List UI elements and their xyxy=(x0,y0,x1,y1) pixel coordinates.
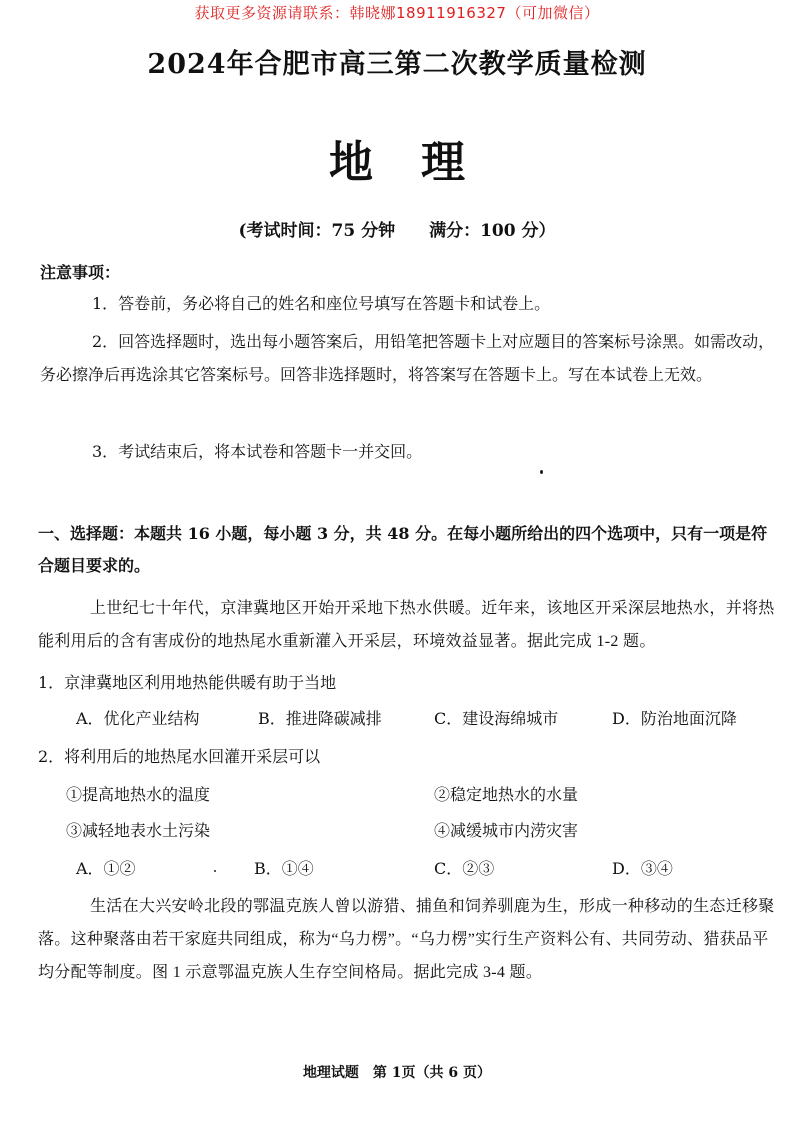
statement-3: ③减轻地表水土污染 xyxy=(66,821,211,840)
option-b: B．推进降碳减排 xyxy=(258,709,382,728)
option-c: C．②③ xyxy=(434,859,495,878)
statement-4: ④减缓城市内涝灾害 xyxy=(434,821,579,840)
notice-item: 3．考试结束后，将本试卷和答题卡一并交回。 xyxy=(92,442,423,461)
scan-speck xyxy=(540,470,543,474)
scan-speck xyxy=(214,870,216,872)
notice-item: 1．答卷前，务必将自己的姓名和座位号填写在答题卡和试卷上。 xyxy=(92,294,551,313)
option-d: D．防治地面沉降 xyxy=(612,709,737,728)
page-footer: 地理试题 第 1页（共 6 页） xyxy=(302,1065,492,1081)
notice-item: 2．回答选择题时，选出每小题答案后，用铅笔把答题卡上对应题目的答案标号涂黑。如需改动，务必擦净后再选涂其它答案标号。回答非选择题时，将答案写在答题卡上。写在本试卷上无效。 xyxy=(40,332,775,384)
option-d: D．③④ xyxy=(612,859,673,878)
reading-passage: 生活在大兴安岭北段的鄂温克族人曾以游猎、捕鱼和饲养驯鹿为生，形成一种移动的生态迁移聚落。这种聚落由若干家庭共同组成，称为“乌力楞”。“乌力楞”实行生产资料公有、共同劳动、猎获品平均分配等制度。图 1 示意鄂温克族人生存空间格局。据此完成 3-4 题。 xyxy=(38,898,775,981)
question-stem: 2．将利用后的地热尾水回灌开采层可以 xyxy=(38,747,321,766)
exam-time-and-score: (考试时间：75 分钟 满分：100 分） xyxy=(238,221,556,241)
option-a: A．①② xyxy=(76,859,136,878)
statement-1: ①提高地热水的温度 xyxy=(66,785,211,804)
exam-title: 2024年合肥市高三第二次教学质量检测 xyxy=(147,49,647,80)
subject-title: 地理 xyxy=(329,137,513,188)
notice-heading: 注意事项： xyxy=(40,263,121,282)
option-b: B．①④ xyxy=(254,859,314,878)
section-heading: 一、选择题：本题共 16 小题，每小题 3 分，共 48 分。在每小题所给出的四个选项中，只有一项是符合题目要求的。 xyxy=(38,524,768,575)
option-c: C．建设海绵城市 xyxy=(434,709,559,728)
option-a: A．优化产业结构 xyxy=(76,709,200,728)
contact-banner: 获取更多资源请联系：韩晓娜18911916327（可加微信） xyxy=(194,4,600,22)
statement-2: ②稳定地热水的水量 xyxy=(434,785,579,804)
reading-passage: 上世纪七十年代，京津冀地区开始开采地下热水供暖。近年来，该地区开采深层地热水，并将热能利用后的含有害成份的地热尾水重新灌入开采层，环境效益显著。据此完成 1-2 题。 xyxy=(38,600,775,650)
question-stem: 1．京津冀地区利用地热能供暖有助于当地 xyxy=(38,673,337,692)
